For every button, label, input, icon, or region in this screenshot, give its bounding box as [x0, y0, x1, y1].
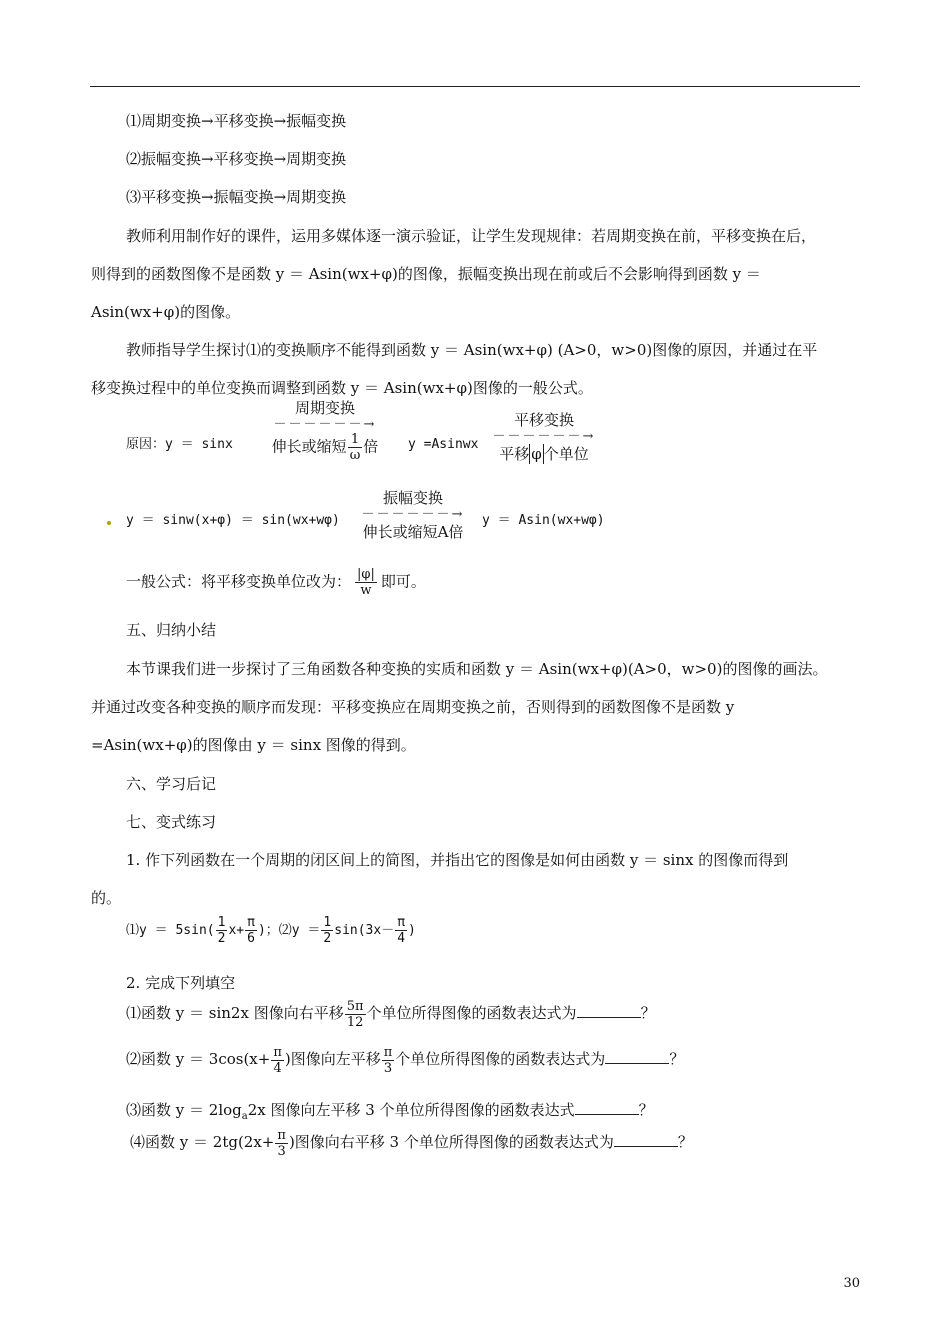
frac-num: π [397, 915, 406, 930]
frac-den: 2 [217, 931, 226, 946]
frac-den: 4 [397, 931, 406, 946]
summary-line-2: 并通过改变各种变换的顺序而发现：平移变换应在周期变换之前，否则得到的函数图像不是函数 y [91, 698, 735, 716]
frac-num: 1 [323, 915, 332, 930]
arrow-shift-dash: －－－－－－→ [492, 429, 596, 444]
arrow-amplitude-dash: －－－－－－→ [361, 507, 465, 522]
qmark: ？ [677, 1133, 693, 1151]
log-base: a [241, 1111, 248, 1122]
fill-4-post: )图像向右平移 3 个单位所得图像的函数表达式为 [288, 1133, 614, 1151]
frac-den: 6 [247, 931, 255, 946]
frac-num: π [277, 1127, 286, 1143]
frac-num: 1 [350, 432, 360, 447]
f2-post: ) [408, 923, 416, 938]
fill-1 [126, 997, 656, 1030]
fill-3 [126, 1100, 654, 1127]
fill-4 [130, 1126, 693, 1159]
arrow-amplitude-bottom: 伸长或缩短A倍 [362, 523, 464, 541]
general-prefix: 一般公式：将平移变换单位改为： [126, 572, 352, 591]
f1-mid: x+ [228, 923, 245, 938]
answer-blank-4[interactable] [614, 1132, 678, 1147]
line2-result: y ＝ Asin(wx+wφ) [482, 513, 605, 528]
arrow-period-bottom-tail: 倍 [363, 437, 379, 456]
question-2-heading: 2. 完成下列填空 [126, 974, 236, 992]
para-2-line-2: 移变换过程中的单位变换而调整到函数 y ＝ Asin(wx+φ)图像的一般公式。 [91, 379, 593, 397]
summary-line-3: =Asin(wx+φ)的图像由 y ＝ sinx 图像的得到。 [91, 736, 416, 754]
frac-den: 3 [275, 1143, 288, 1159]
frac-den: 4 [271, 1060, 284, 1076]
general-formula [126, 567, 426, 598]
arrow-period [262, 398, 388, 463]
general-frac-num: |φ| [357, 567, 375, 582]
arrow-shift-bottom-pre: 平移 [499, 445, 530, 463]
f1-pre: ⑴y ＝ 5sin( [126, 923, 215, 938]
practice-heading: 七、变式练习 [126, 813, 217, 831]
fill-2-post: 个单位所得图像的函数表达式为 [395, 1050, 606, 1068]
frac-den: ω [349, 448, 361, 463]
frac-num: π [273, 1044, 282, 1060]
fill-2-pre: ⑵函数 y ＝ 3cos(x+ [126, 1050, 271, 1068]
qmark: ？ [669, 1050, 685, 1068]
arrow-period-top: 周期变换 [294, 399, 355, 417]
header-rule [90, 86, 860, 87]
frac-den: 2 [323, 931, 332, 946]
arrow-shift-top: 平移变换 [513, 411, 574, 429]
summary-line-1: 本节课我们进一步探讨了三角函数各种变换的实质和函数 y ＝ Asin(wx+φ)(A>0，w>0)的图像的画法。 [126, 660, 828, 678]
question-1-line-2: 的。 [91, 889, 122, 907]
fill-2 [126, 1043, 684, 1076]
arrow-shift [488, 410, 600, 464]
answer-blank-2[interactable] [605, 1049, 669, 1064]
qmark: ？ [640, 1004, 656, 1022]
para-2-line-1: 教师指导学生探讨⑴的变换顺序不能得到函数 y ＝ Asin(wx+φ) (A>0，w>0)图像的原因，并通过在平 [126, 341, 818, 359]
arrow-period-bottom-text: 伸长或缩短 [271, 437, 347, 456]
order-2: ⑵振幅变换→平移变换→周期变换 [126, 150, 347, 168]
arrow-period-dash: －－－－－－→ [273, 417, 377, 432]
fill-4-pre: ⑷函数 y ＝ 2tg(2x+ [130, 1133, 275, 1151]
frac-num: 1 [217, 915, 226, 930]
frac-num: π [247, 915, 255, 930]
question-1-line-1: 1. 作下列函数在一个周期的闭区间上的简图，并指出它的图像是如何由函数 y ＝ sinx 的图像而得到 [126, 851, 789, 869]
f1-post: )；⑵y ＝ [257, 923, 321, 938]
notes-heading: 六、学习后记 [126, 775, 217, 793]
general-suffix: 即可。 [380, 572, 426, 591]
answer-blank-3[interactable] [575, 1100, 639, 1115]
para-1-line-2: 则得到的函数图像不是函数 y ＝ Asin(wx+φ)的图像，振幅变换出现在前或后不会影响得到函数 y ＝ [91, 265, 761, 283]
order-1: ⑴周期变换→平移变换→振幅变换 [126, 112, 347, 130]
frac-num: 5π [346, 998, 364, 1014]
f2-mid: sin(3x－ [334, 923, 395, 938]
question-1-functions [126, 915, 416, 947]
summary-heading: 五、归纳小结 [126, 621, 217, 639]
arrow-period-bottom [262, 432, 388, 463]
para-1-line-1: 教师利用制作好的课件，运用多媒体逐一演示验证，让学生发现规律：若周期变换在前，平移变换在后， [126, 227, 817, 245]
general-frac-den: w [355, 582, 377, 598]
qmark: ？ [638, 1101, 654, 1119]
order-3: ⑶平移变换→振幅变换→周期变换 [126, 188, 347, 206]
reason-label: 原因：y ＝ sinx [126, 437, 233, 452]
fill-1-post: 个单位所得图像的函数表达式为 [366, 1004, 577, 1022]
page-number: 30 [843, 1276, 860, 1291]
fill-1-pre: ⑴函数 y ＝ sin2x 图像向右平移 [126, 1004, 344, 1022]
fill-2-mid: )图像向左平移 [284, 1050, 381, 1068]
fill-3-pre: ⑶函数 y ＝ 2log [126, 1101, 242, 1119]
mid-expression: y =Asinwx [408, 437, 479, 452]
fill-3-post: 2x 图像向左平移 3 个单位所得图像的函数表达式 [247, 1101, 575, 1119]
para-1-line-3: Asin(wx+φ)的图像。 [91, 303, 241, 321]
arrow-amplitude [350, 488, 476, 542]
arrow-shift-bottom-post: 个单位 [543, 445, 589, 463]
line2-expression: y ＝ sinw(x+φ) ＝ sin(wx+wφ) [126, 513, 340, 528]
margin-dot [107, 521, 111, 525]
arrow-amplitude-top: 振幅变换 [382, 489, 443, 507]
abs-phi: φ [531, 445, 542, 463]
answer-blank-1[interactable] [577, 1003, 641, 1018]
frac-den: 3 [382, 1060, 395, 1076]
frac-num: π [383, 1044, 393, 1060]
arrow-shift-bottom [488, 444, 600, 464]
frac-den: 12 [345, 1014, 366, 1030]
